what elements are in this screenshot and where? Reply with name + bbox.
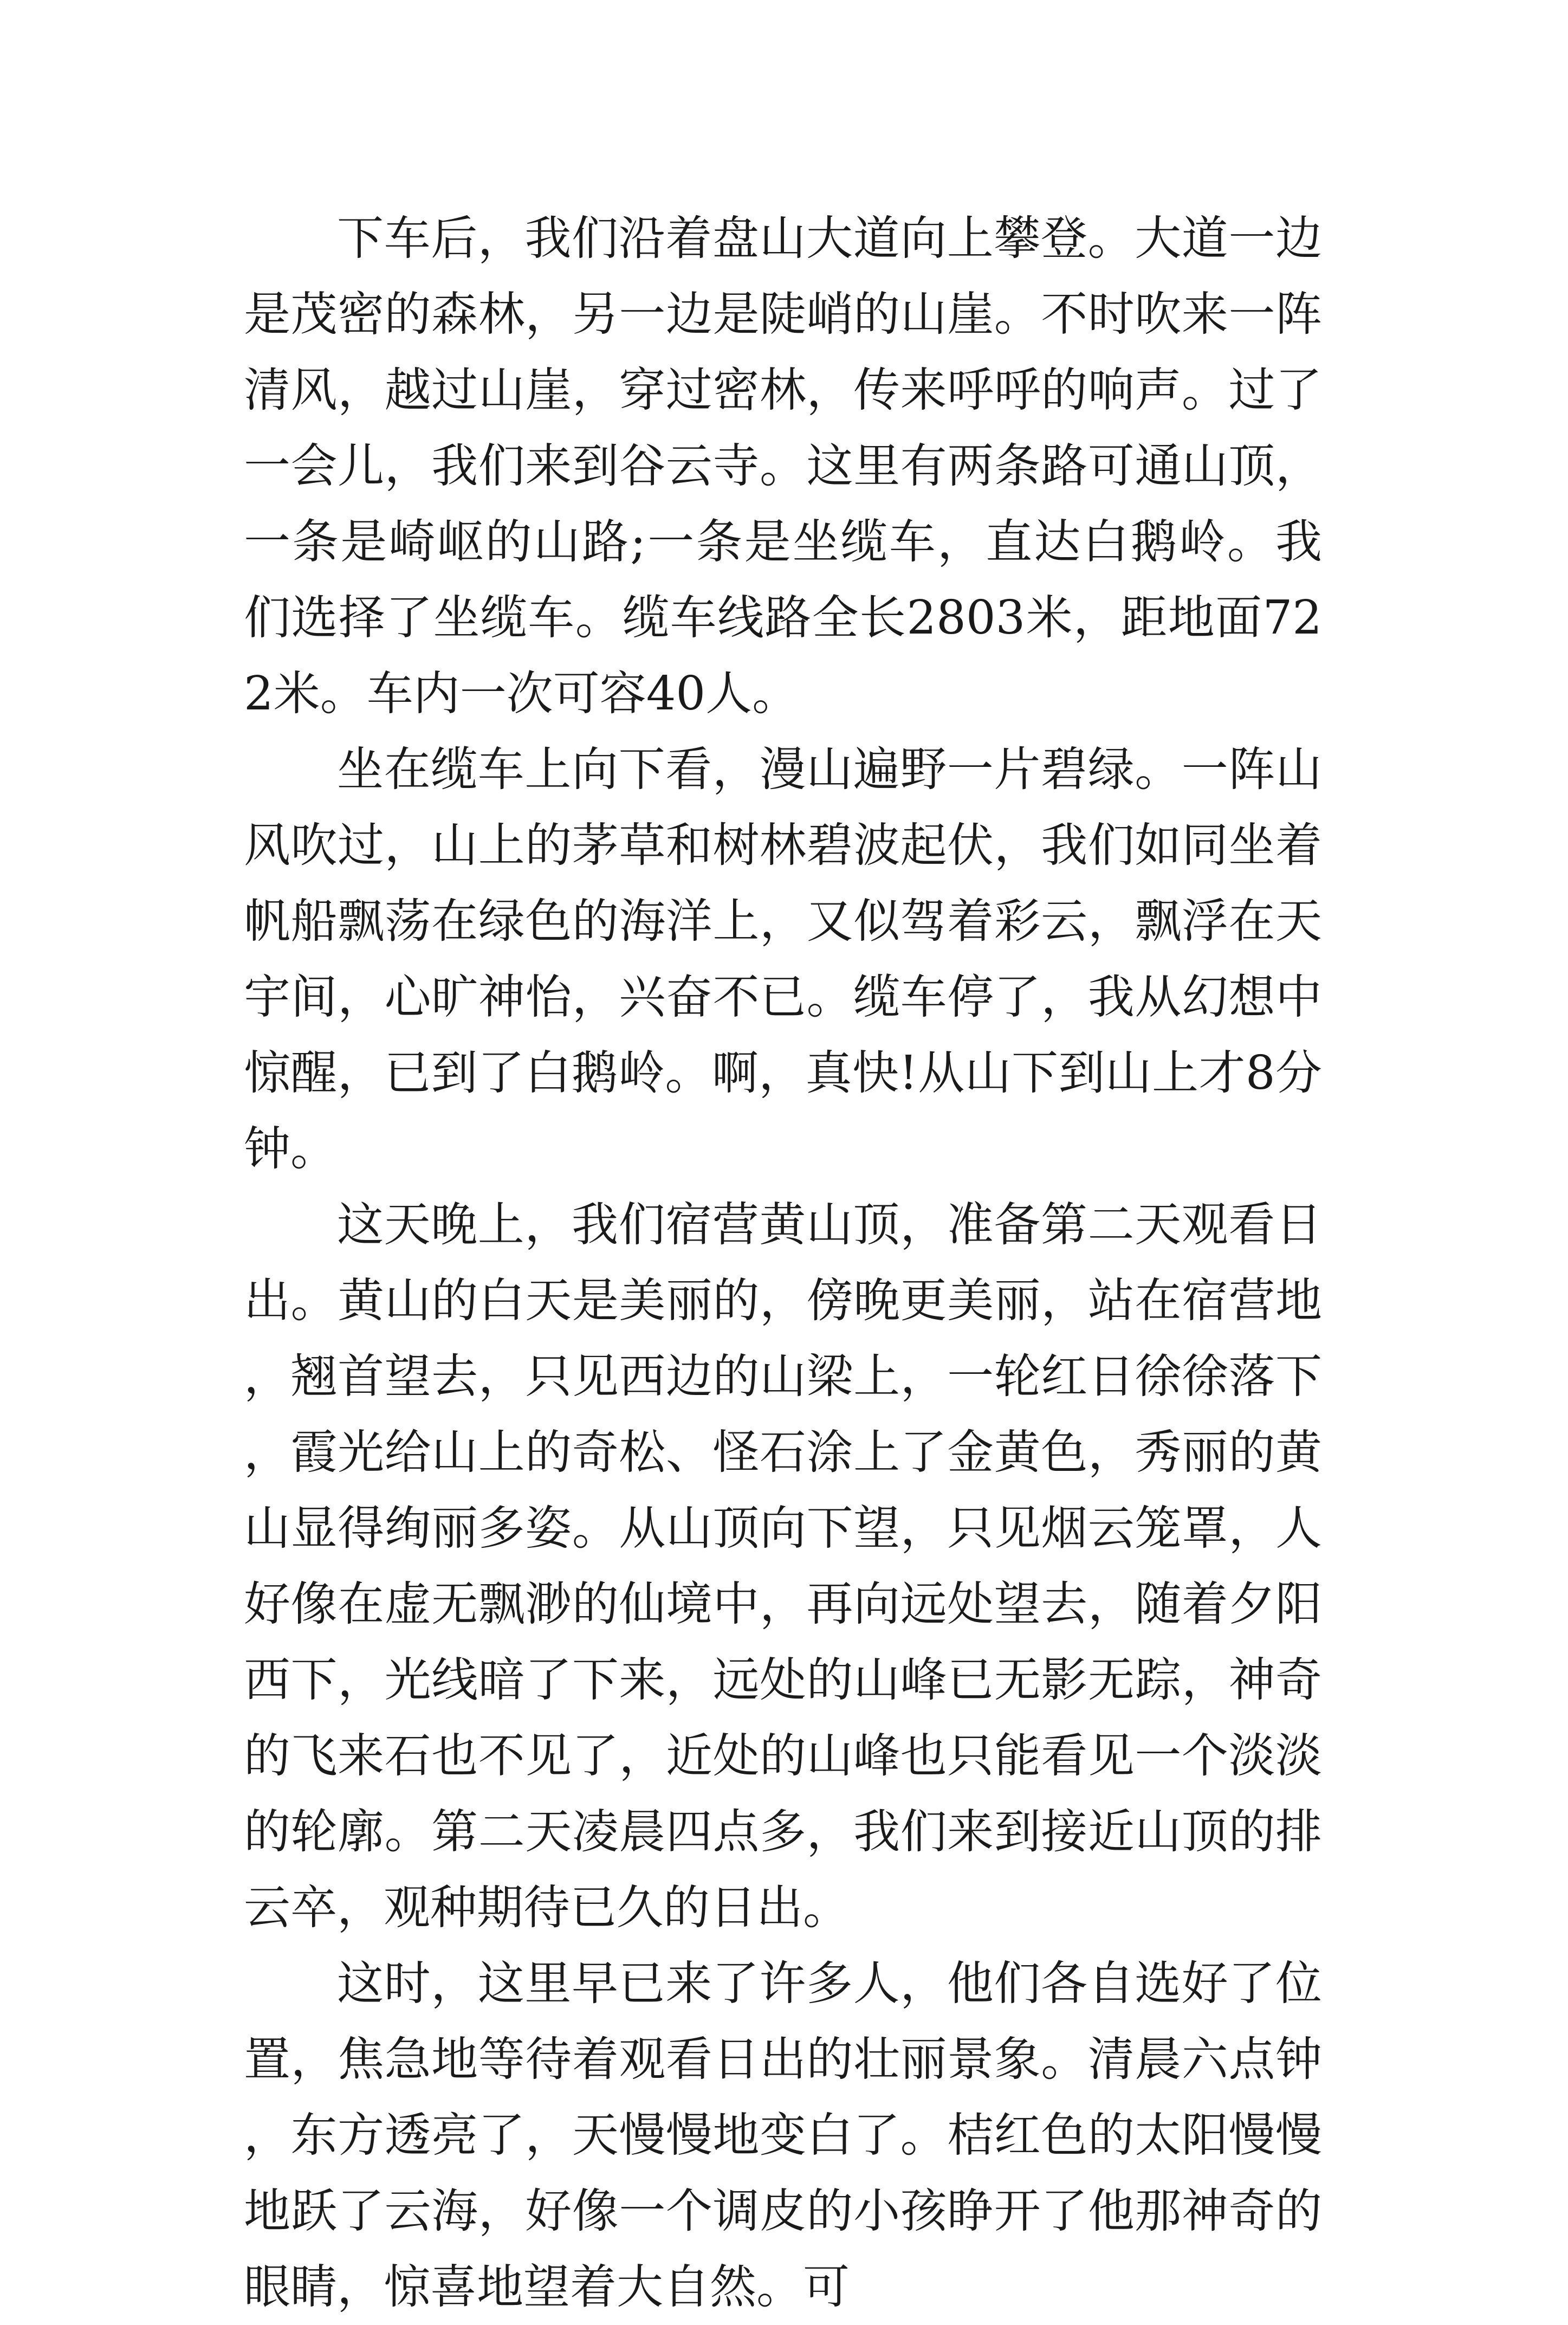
paragraph-3: 这天晚上，我们宿营黄山顶，准备第二天观看日出。黄山的白天是美丽的，傍晚更美丽，站在宿营地，翘首望去，只见西边的山梁上，一轮红日徐徐落下，霞光给山上的奇松、怪石涂上了金黄色，秀丽的黄山显得绚丽多姿。从山顶向下望，只见烟云笼罩，人好像在虚无飘渺的仙境中，再向远处望去，随着夕阳西下，光线暗了下来，远处的山峰已无影无踪，神奇的飞来石也不见了，近处的山峰也只能看见一个淡淡的轮廓。第二天凌晨四点多，我们来到接近山顶的排云卒，观种期待已久的日出。 [244,1198,1322,1935]
paragraph-4: 这时，这里早已来了许多人，他们各自选好了位置，焦急地等待着观看日出的壮丽景象。清晨六点钟，东方透亮了，天慢慢地变白了。桔红色的太阳慢慢地跃了云海，好像一个调皮的小孩睁开了他那神奇的眼睛，惊喜地望着大自然。可 [244,1956,1322,2314]
paragraph-1: 下车后，我们沿着盘山大道向上攀登。大道一边是茂密的森林，另一边是陡峭的山崖。不时吹来一阵清风，越过山崖，穿过密林，传来呼呼的响声。过了一会儿，我们来到谷云寺。这里有两条路可通山顶，一条是崎岖的山路;一条是坐缆车，直达白鹅岭。我们选择了坐缆车。缆车线路全长2803米，距地面722米。车内一次可容40人。 [244,211,1322,721]
paragraph-2: 坐在缆车上向下看，漫山遍野一片碧绿。一阵山风吹过，山上的茅草和树林碧波起伏，我们如同坐着帆船飘荡在绿色的海洋上，又似驾着彩云，飘浮在天宇间，心旷神怡，兴奋不已。缆车停了，我从幻想中惊醒，已到了白鹅岭。啊，真快!从山下到山上才8分钟。 [244,742,1322,1176]
document-body [244,201,1322,2325]
